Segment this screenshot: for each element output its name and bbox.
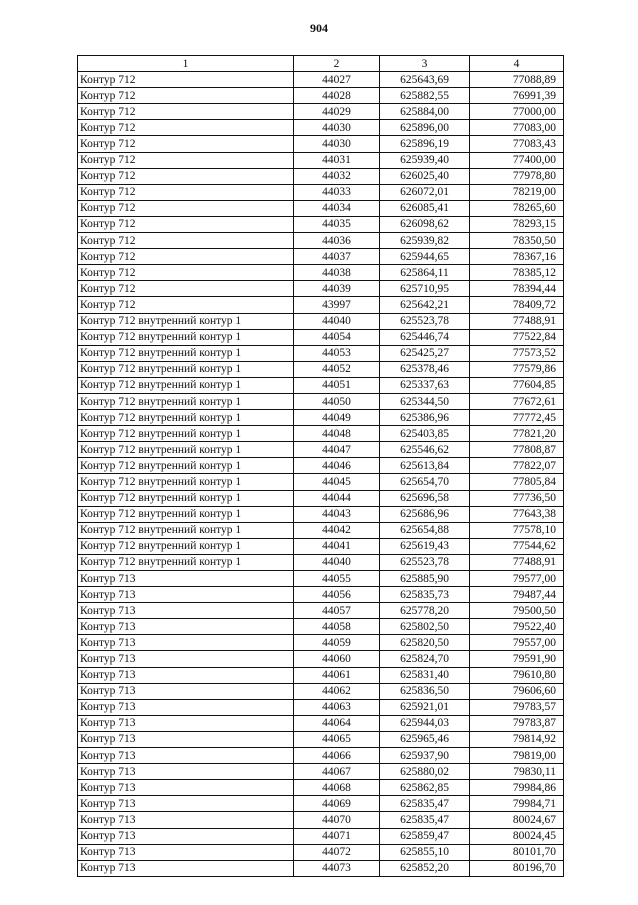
table-row bbox=[78, 152, 564, 168]
contour-name-cell: Контур 713 bbox=[78, 667, 294, 683]
point-number-cell: 44069 bbox=[294, 796, 380, 812]
x-coordinate-cell: 626025,40 bbox=[380, 168, 470, 184]
contour-name-cell: Контур 712 внутренний контур 1 bbox=[78, 458, 294, 474]
table-row bbox=[78, 571, 564, 587]
y-coordinate-cell: 78350,50 bbox=[470, 233, 564, 249]
x-coordinate-cell: 625880,02 bbox=[380, 764, 470, 780]
point-number-cell: 44051 bbox=[294, 377, 380, 393]
x-coordinate-cell: 625939,82 bbox=[380, 233, 470, 249]
point-number-cell: 43997 bbox=[294, 297, 380, 313]
x-coordinate-cell: 625944,03 bbox=[380, 715, 470, 731]
y-coordinate-cell: 78385,12 bbox=[470, 265, 564, 281]
contour-name-cell: Контур 712 внутренний контур 1 bbox=[78, 313, 294, 329]
point-number-cell: 44057 bbox=[294, 603, 380, 619]
table-row bbox=[78, 554, 564, 570]
x-coordinate-cell: 625344,50 bbox=[380, 393, 470, 409]
contour-name-cell: Контур 712 bbox=[78, 152, 294, 168]
point-number-cell: 44044 bbox=[294, 490, 380, 506]
point-number-cell: 44027 bbox=[294, 72, 380, 88]
contour-name-cell: Контур 713 bbox=[78, 844, 294, 860]
y-coordinate-cell: 77083,00 bbox=[470, 120, 564, 136]
contour-name-cell: Контур 713 bbox=[78, 860, 294, 876]
y-coordinate-cell: 77579,86 bbox=[470, 361, 564, 377]
x-coordinate-cell: 625831,40 bbox=[380, 667, 470, 683]
table-row bbox=[78, 651, 564, 667]
x-coordinate-cell: 625403,85 bbox=[380, 426, 470, 442]
table-row bbox=[78, 136, 564, 152]
point-number-cell: 44049 bbox=[294, 410, 380, 426]
x-coordinate-cell: 625944,65 bbox=[380, 249, 470, 265]
point-number-cell: 44029 bbox=[294, 104, 380, 120]
contour-name-cell: Контур 712 bbox=[78, 88, 294, 104]
point-number-cell: 44039 bbox=[294, 281, 380, 297]
x-coordinate-cell: 625686,96 bbox=[380, 506, 470, 522]
contour-name-cell: Контур 713 bbox=[78, 683, 294, 699]
x-coordinate-cell: 625820,50 bbox=[380, 635, 470, 651]
contour-name-cell: Контур 713 bbox=[78, 715, 294, 731]
y-coordinate-cell: 78265,60 bbox=[470, 200, 564, 216]
table-row bbox=[78, 522, 564, 538]
header-col-2: 2 bbox=[294, 56, 380, 72]
contour-name-cell: Контур 713 bbox=[78, 748, 294, 764]
contour-name-cell: Контур 712 bbox=[78, 249, 294, 265]
y-coordinate-cell: 77604,85 bbox=[470, 377, 564, 393]
y-coordinate-cell: 77573,52 bbox=[470, 345, 564, 361]
x-coordinate-cell: 625696,58 bbox=[380, 490, 470, 506]
x-coordinate-cell: 625852,20 bbox=[380, 860, 470, 876]
table-body bbox=[78, 72, 564, 877]
contour-name-cell: Контур 712 bbox=[78, 200, 294, 216]
x-coordinate-cell: 625864,11 bbox=[380, 265, 470, 281]
contour-name-cell: Контур 712 внутренний контур 1 bbox=[78, 345, 294, 361]
table-row bbox=[78, 104, 564, 120]
point-number-cell: 44037 bbox=[294, 249, 380, 265]
x-coordinate-cell: 625836,50 bbox=[380, 683, 470, 699]
point-number-cell: 44038 bbox=[294, 265, 380, 281]
point-number-cell: 44032 bbox=[294, 168, 380, 184]
table-row bbox=[78, 812, 564, 828]
y-coordinate-cell: 77805,84 bbox=[470, 474, 564, 490]
point-number-cell: 44061 bbox=[294, 667, 380, 683]
table-row bbox=[78, 393, 564, 409]
point-number-cell: 44030 bbox=[294, 120, 380, 136]
point-number-cell: 44050 bbox=[294, 393, 380, 409]
y-coordinate-cell: 78219,00 bbox=[470, 184, 564, 200]
header-row bbox=[78, 56, 564, 72]
table-row bbox=[78, 410, 564, 426]
point-number-cell: 44041 bbox=[294, 538, 380, 554]
table-row bbox=[78, 506, 564, 522]
y-coordinate-cell: 79819,00 bbox=[470, 748, 564, 764]
table-row bbox=[78, 216, 564, 232]
x-coordinate-cell: 625425,27 bbox=[380, 345, 470, 361]
point-number-cell: 44064 bbox=[294, 715, 380, 731]
point-number-cell: 44056 bbox=[294, 587, 380, 603]
contour-name-cell: Контур 712 внутренний контур 1 bbox=[78, 554, 294, 570]
x-coordinate-cell: 625523,78 bbox=[380, 313, 470, 329]
x-coordinate-cell: 625378,46 bbox=[380, 361, 470, 377]
y-coordinate-cell: 78409,72 bbox=[470, 297, 564, 313]
table-row bbox=[78, 313, 564, 329]
point-number-cell: 44055 bbox=[294, 571, 380, 587]
point-number-cell: 44028 bbox=[294, 88, 380, 104]
y-coordinate-cell: 78394,44 bbox=[470, 281, 564, 297]
x-coordinate-cell: 625965,46 bbox=[380, 731, 470, 747]
table-row bbox=[78, 265, 564, 281]
contour-name-cell: Контур 712 внутренний контур 1 bbox=[78, 442, 294, 458]
table-row bbox=[78, 715, 564, 731]
y-coordinate-cell: 77488,91 bbox=[470, 554, 564, 570]
contour-name-cell: Контур 712 bbox=[78, 281, 294, 297]
table-row bbox=[78, 538, 564, 554]
y-coordinate-cell: 79984,86 bbox=[470, 780, 564, 796]
table-row bbox=[78, 184, 564, 200]
contour-name-cell: Контур 712 bbox=[78, 233, 294, 249]
x-coordinate-cell: 625802,50 bbox=[380, 619, 470, 635]
contour-name-cell: Контур 713 bbox=[78, 796, 294, 812]
point-number-cell: 44062 bbox=[294, 683, 380, 699]
x-coordinate-cell: 625835,47 bbox=[380, 796, 470, 812]
y-coordinate-cell: 80196,70 bbox=[470, 860, 564, 876]
contour-name-cell: Контур 713 bbox=[78, 619, 294, 635]
point-number-cell: 44054 bbox=[294, 329, 380, 345]
table-row bbox=[78, 828, 564, 844]
contour-name-cell: Контур 712 внутренний контур 1 bbox=[78, 377, 294, 393]
table-row bbox=[78, 88, 564, 104]
contour-name-cell: Контур 713 bbox=[78, 699, 294, 715]
point-number-cell: 44031 bbox=[294, 152, 380, 168]
point-number-cell: 44059 bbox=[294, 635, 380, 651]
contour-name-cell: Контур 712 bbox=[78, 104, 294, 120]
y-coordinate-cell: 78293,15 bbox=[470, 216, 564, 232]
point-number-cell: 44040 bbox=[294, 313, 380, 329]
x-coordinate-cell: 625523,78 bbox=[380, 554, 470, 570]
contour-name-cell: Контур 712 внутренний контур 1 bbox=[78, 426, 294, 442]
point-number-cell: 44048 bbox=[294, 426, 380, 442]
table-row bbox=[78, 361, 564, 377]
y-coordinate-cell: 79557,00 bbox=[470, 635, 564, 651]
table-row bbox=[78, 377, 564, 393]
x-coordinate-cell: 625862,85 bbox=[380, 780, 470, 796]
y-coordinate-cell: 79610,80 bbox=[470, 667, 564, 683]
y-coordinate-cell: 77544,62 bbox=[470, 538, 564, 554]
y-coordinate-cell: 77400,00 bbox=[470, 152, 564, 168]
point-number-cell: 44058 bbox=[294, 619, 380, 635]
table-row bbox=[78, 764, 564, 780]
contour-name-cell: Контур 712 внутренний контур 1 bbox=[78, 361, 294, 377]
point-number-cell: 44033 bbox=[294, 184, 380, 200]
x-coordinate-cell: 625835,73 bbox=[380, 587, 470, 603]
table-row bbox=[78, 619, 564, 635]
point-number-cell: 44068 bbox=[294, 780, 380, 796]
y-coordinate-cell: 79606,60 bbox=[470, 683, 564, 699]
x-coordinate-cell: 625778,20 bbox=[380, 603, 470, 619]
x-coordinate-cell: 625642,21 bbox=[380, 297, 470, 313]
point-number-cell: 44030 bbox=[294, 136, 380, 152]
contour-name-cell: Контур 712 внутренний контур 1 bbox=[78, 329, 294, 345]
x-coordinate-cell: 625885,90 bbox=[380, 571, 470, 587]
y-coordinate-cell: 77808,87 bbox=[470, 442, 564, 458]
y-coordinate-cell: 78367,16 bbox=[470, 249, 564, 265]
contour-name-cell: Контур 713 bbox=[78, 635, 294, 651]
y-coordinate-cell: 77822,07 bbox=[470, 458, 564, 474]
point-number-cell: 44060 bbox=[294, 651, 380, 667]
contour-name-cell: Контур 712 bbox=[78, 184, 294, 200]
x-coordinate-cell: 625337,63 bbox=[380, 377, 470, 393]
table-row bbox=[78, 297, 564, 313]
contour-name-cell: Контур 712 внутренний контур 1 bbox=[78, 393, 294, 409]
table-row bbox=[78, 168, 564, 184]
y-coordinate-cell: 77083,43 bbox=[470, 136, 564, 152]
point-number-cell: 44042 bbox=[294, 522, 380, 538]
x-coordinate-cell: 625643,69 bbox=[380, 72, 470, 88]
point-number-cell: 44071 bbox=[294, 828, 380, 844]
table-row bbox=[78, 442, 564, 458]
table-row bbox=[78, 635, 564, 651]
x-coordinate-cell: 626072,01 bbox=[380, 184, 470, 200]
x-coordinate-cell: 625386,96 bbox=[380, 410, 470, 426]
x-coordinate-cell: 625896,00 bbox=[380, 120, 470, 136]
point-number-cell: 44034 bbox=[294, 200, 380, 216]
y-coordinate-cell: 79500,50 bbox=[470, 603, 564, 619]
y-coordinate-cell: 79591,90 bbox=[470, 651, 564, 667]
table-row bbox=[78, 844, 564, 860]
point-number-cell: 44072 bbox=[294, 844, 380, 860]
contour-name-cell: Контур 712 внутренний контур 1 bbox=[78, 490, 294, 506]
header-col-3: 3 bbox=[380, 56, 470, 72]
table-row bbox=[78, 249, 564, 265]
y-coordinate-cell: 79783,57 bbox=[470, 699, 564, 715]
table-row bbox=[78, 748, 564, 764]
y-coordinate-cell: 77978,80 bbox=[470, 168, 564, 184]
contour-name-cell: Контур 713 bbox=[78, 731, 294, 747]
y-coordinate-cell: 76991,39 bbox=[470, 88, 564, 104]
contour-name-cell: Контур 712 внутренний контур 1 bbox=[78, 410, 294, 426]
table-row bbox=[78, 699, 564, 715]
contour-name-cell: Контур 713 bbox=[78, 587, 294, 603]
table-header bbox=[78, 56, 564, 72]
table-row bbox=[78, 587, 564, 603]
y-coordinate-cell: 80101,70 bbox=[470, 844, 564, 860]
x-coordinate-cell: 625859,47 bbox=[380, 828, 470, 844]
x-coordinate-cell: 625937,90 bbox=[380, 748, 470, 764]
table-row bbox=[78, 683, 564, 699]
table-row bbox=[78, 603, 564, 619]
contour-name-cell: Контур 712 внутренний контур 1 bbox=[78, 538, 294, 554]
point-number-cell: 44035 bbox=[294, 216, 380, 232]
table-row bbox=[78, 796, 564, 812]
y-coordinate-cell: 77000,00 bbox=[470, 104, 564, 120]
point-number-cell: 44066 bbox=[294, 748, 380, 764]
x-coordinate-cell: 625546,62 bbox=[380, 442, 470, 458]
x-coordinate-cell: 625619,43 bbox=[380, 538, 470, 554]
x-coordinate-cell: 625882,55 bbox=[380, 88, 470, 104]
x-coordinate-cell: 626098,62 bbox=[380, 216, 470, 232]
coordinates-table bbox=[77, 55, 564, 877]
table-row bbox=[78, 780, 564, 796]
point-number-cell: 44046 bbox=[294, 458, 380, 474]
table-row bbox=[78, 345, 564, 361]
contour-name-cell: Контур 712 bbox=[78, 120, 294, 136]
y-coordinate-cell: 80024,67 bbox=[470, 812, 564, 828]
contour-name-cell: Контур 712 bbox=[78, 136, 294, 152]
contour-name-cell: Контур 712 внутренний контур 1 bbox=[78, 522, 294, 538]
point-number-cell: 44040 bbox=[294, 554, 380, 570]
point-number-cell: 44073 bbox=[294, 860, 380, 876]
header-col-1: 1 bbox=[78, 56, 294, 72]
x-coordinate-cell: 626085,41 bbox=[380, 200, 470, 216]
y-coordinate-cell: 77772,45 bbox=[470, 410, 564, 426]
table-row bbox=[78, 329, 564, 345]
point-number-cell: 44047 bbox=[294, 442, 380, 458]
x-coordinate-cell: 625710,95 bbox=[380, 281, 470, 297]
point-number-cell: 44036 bbox=[294, 233, 380, 249]
y-coordinate-cell: 77088,89 bbox=[470, 72, 564, 88]
x-coordinate-cell: 625654,88 bbox=[380, 522, 470, 538]
contour-name-cell: Контур 712 внутренний контур 1 bbox=[78, 506, 294, 522]
contour-name-cell: Контур 712 bbox=[78, 168, 294, 184]
point-number-cell: 44070 bbox=[294, 812, 380, 828]
contour-name-cell: Контур 713 bbox=[78, 571, 294, 587]
contour-name-cell: Контур 712 bbox=[78, 72, 294, 88]
point-number-cell: 44045 bbox=[294, 474, 380, 490]
y-coordinate-cell: 77522,84 bbox=[470, 329, 564, 345]
contour-name-cell: Контур 712 bbox=[78, 297, 294, 313]
y-coordinate-cell: 79522,40 bbox=[470, 619, 564, 635]
x-coordinate-cell: 625824,70 bbox=[380, 651, 470, 667]
point-number-cell: 44063 bbox=[294, 699, 380, 715]
y-coordinate-cell: 77643,38 bbox=[470, 506, 564, 522]
y-coordinate-cell: 79830,11 bbox=[470, 764, 564, 780]
x-coordinate-cell: 625896,19 bbox=[380, 136, 470, 152]
contour-name-cell: Контур 712 bbox=[78, 265, 294, 281]
contour-name-cell: Контур 713 bbox=[78, 780, 294, 796]
table-row bbox=[78, 200, 564, 216]
point-number-cell: 44053 bbox=[294, 345, 380, 361]
y-coordinate-cell: 77578,10 bbox=[470, 522, 564, 538]
x-coordinate-cell: 625939,40 bbox=[380, 152, 470, 168]
table-row bbox=[78, 490, 564, 506]
page-number: 904 bbox=[310, 21, 328, 35]
y-coordinate-cell: 77736,50 bbox=[470, 490, 564, 506]
y-coordinate-cell: 79814,92 bbox=[470, 731, 564, 747]
table-row bbox=[78, 120, 564, 136]
x-coordinate-cell: 625654,70 bbox=[380, 474, 470, 490]
point-number-cell: 44052 bbox=[294, 361, 380, 377]
table-row bbox=[78, 860, 564, 876]
y-coordinate-cell: 79487,44 bbox=[470, 587, 564, 603]
point-number-cell: 44067 bbox=[294, 764, 380, 780]
x-coordinate-cell: 625613,84 bbox=[380, 458, 470, 474]
x-coordinate-cell: 625446,74 bbox=[380, 329, 470, 345]
x-coordinate-cell: 625884,00 bbox=[380, 104, 470, 120]
y-coordinate-cell: 77672,61 bbox=[470, 393, 564, 409]
table-row bbox=[78, 233, 564, 249]
y-coordinate-cell: 80024,45 bbox=[470, 828, 564, 844]
table-row bbox=[78, 667, 564, 683]
contour-name-cell: Контур 713 bbox=[78, 812, 294, 828]
contour-name-cell: Контур 713 bbox=[78, 603, 294, 619]
y-coordinate-cell: 79577,00 bbox=[470, 571, 564, 587]
table-row bbox=[78, 458, 564, 474]
table-row bbox=[78, 474, 564, 490]
table-row bbox=[78, 281, 564, 297]
y-coordinate-cell: 77821,20 bbox=[470, 426, 564, 442]
header-col-4: 4 bbox=[470, 56, 564, 72]
y-coordinate-cell: 79984,71 bbox=[470, 796, 564, 812]
contour-name-cell: Контур 712 внутренний контур 1 bbox=[78, 474, 294, 490]
y-coordinate-cell: 77488,91 bbox=[470, 313, 564, 329]
contour-name-cell: Контур 713 bbox=[78, 764, 294, 780]
point-number-cell: 44043 bbox=[294, 506, 380, 522]
table-row bbox=[78, 426, 564, 442]
contour-name-cell: Контур 713 bbox=[78, 828, 294, 844]
y-coordinate-cell: 79783,87 bbox=[470, 715, 564, 731]
contour-name-cell: Контур 713 bbox=[78, 651, 294, 667]
table-row bbox=[78, 72, 564, 88]
x-coordinate-cell: 625835,47 bbox=[380, 812, 470, 828]
point-number-cell: 44065 bbox=[294, 731, 380, 747]
x-coordinate-cell: 625921,01 bbox=[380, 699, 470, 715]
contour-name-cell: Контур 712 bbox=[78, 216, 294, 232]
x-coordinate-cell: 625855,10 bbox=[380, 844, 470, 860]
table-row bbox=[78, 731, 564, 747]
